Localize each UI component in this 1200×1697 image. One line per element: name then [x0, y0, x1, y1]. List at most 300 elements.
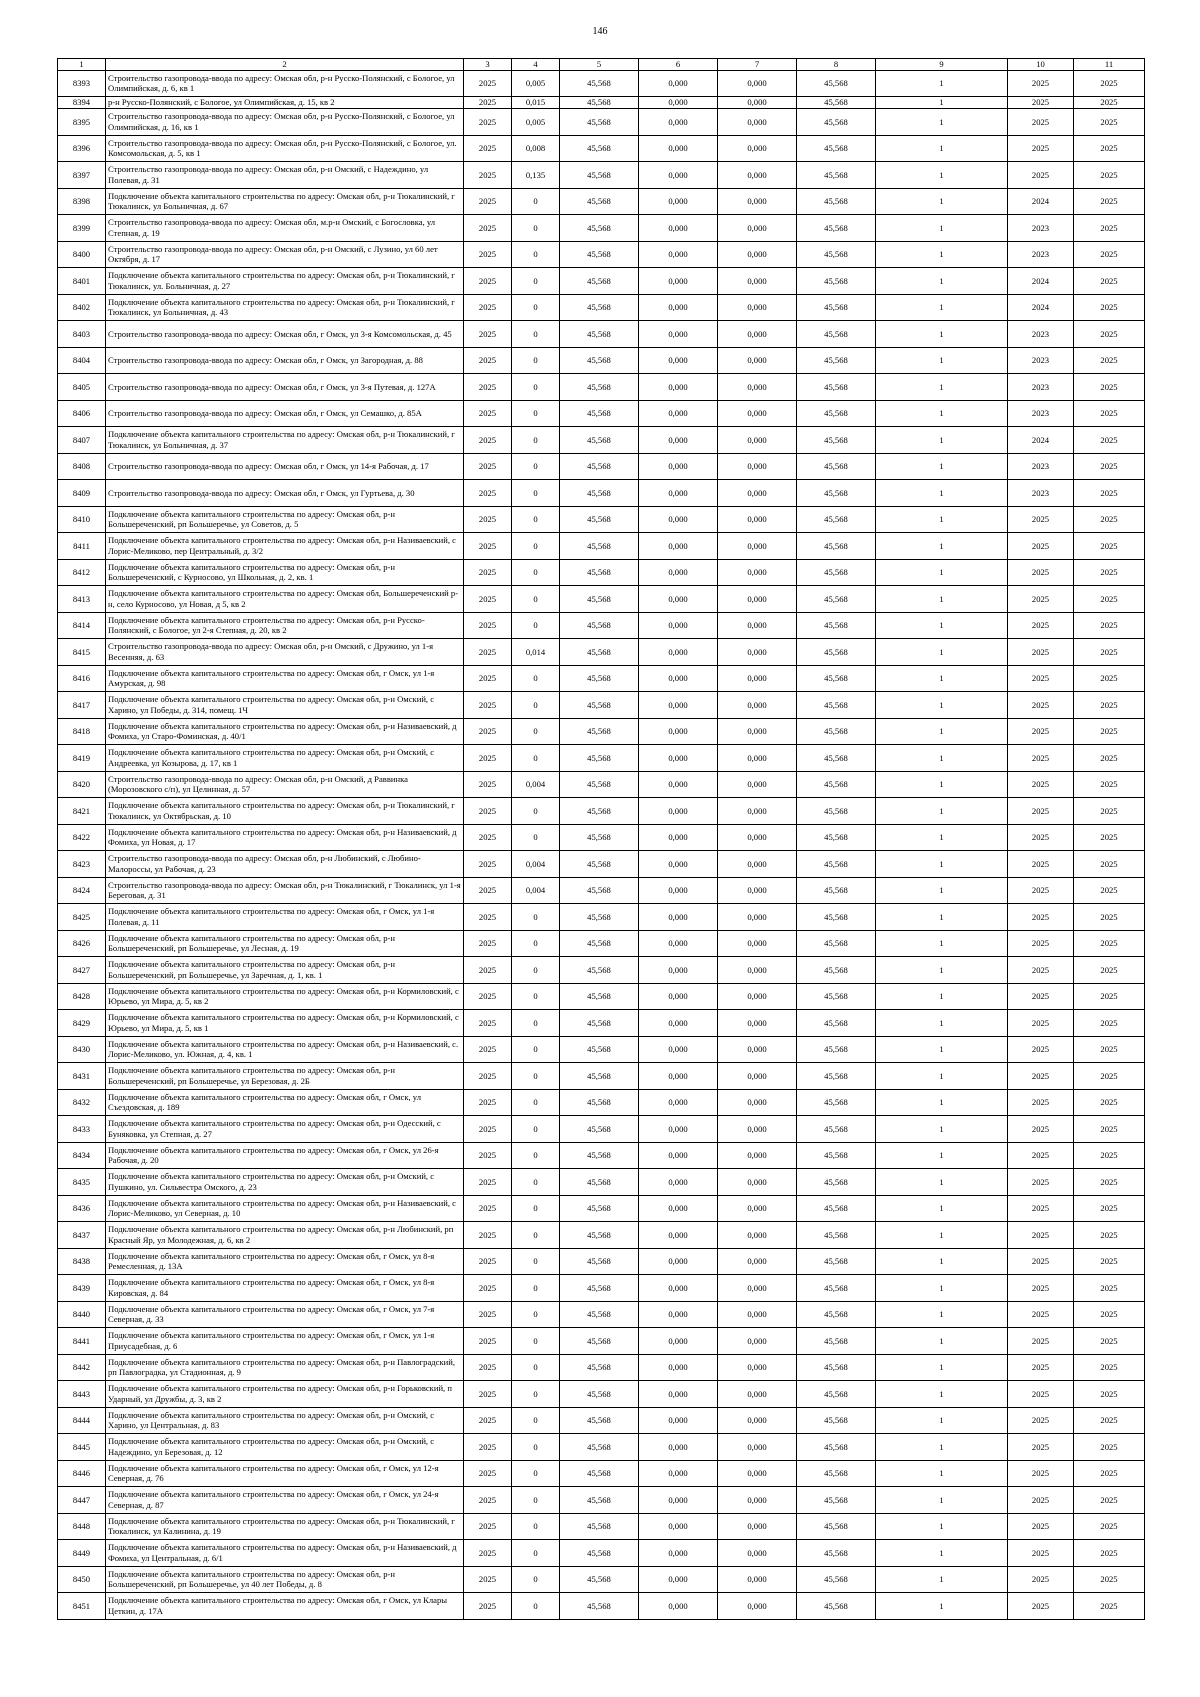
- object-count: 1: [876, 1195, 1008, 1222]
- row-number: 8448: [58, 1513, 106, 1540]
- cost-col-7: 0,000: [718, 1010, 797, 1037]
- plan-year: 2025: [464, 162, 512, 189]
- pipeline-length: 0,015: [512, 97, 560, 109]
- row-number: 8440: [58, 1301, 106, 1328]
- object-description: Подключение объекта капитального строительства по адресу: Омская обл, р-н Павлоградский, рп Павлоградка, ул Стадионная, д. 9: [106, 1354, 464, 1381]
- start-year: 2025: [1008, 665, 1074, 692]
- pipeline-length: 0: [512, 294, 560, 321]
- start-year: 2025: [1008, 1063, 1074, 1090]
- cost-total: 45,568: [560, 586, 639, 613]
- cost-col-8: 45,568: [797, 665, 876, 692]
- cost-col-7: 0,000: [718, 851, 797, 878]
- cost-col-7: 0,000: [718, 1222, 797, 1249]
- cost-col-6: 0,000: [639, 480, 718, 507]
- cost-total: 45,568: [560, 1116, 639, 1143]
- plan-year: 2025: [464, 347, 512, 374]
- row-number: 8397: [58, 162, 106, 189]
- pipeline-length: 0: [512, 1142, 560, 1169]
- cost-col-8: 45,568: [797, 1089, 876, 1116]
- plan-year: 2025: [464, 1513, 512, 1540]
- cost-total: 45,568: [560, 1381, 639, 1408]
- end-year: 2025: [1074, 1301, 1145, 1328]
- start-year: 2024: [1008, 188, 1074, 215]
- pipeline-length: 0,135: [512, 162, 560, 189]
- cost-col-8: 45,568: [797, 1540, 876, 1567]
- start-year: 2025: [1008, 1222, 1074, 1249]
- object-count: 1: [876, 321, 1008, 348]
- cost-col-8: 45,568: [797, 374, 876, 401]
- row-number: 8396: [58, 135, 106, 162]
- pipeline-length: 0: [512, 1063, 560, 1090]
- pipeline-length: 0: [512, 1354, 560, 1381]
- plan-year: 2025: [464, 1407, 512, 1434]
- cost-col-7: 0,000: [718, 188, 797, 215]
- object-description: Строительство газопровода-ввода по адресу: Омская обл, р-н Любинский, с Любино-Малороссы, ул Рабочая, д. 23: [106, 851, 464, 878]
- end-year: 2025: [1074, 1248, 1145, 1275]
- pipeline-length: 0: [512, 1540, 560, 1567]
- cost-col-6: 0,000: [639, 427, 718, 454]
- start-year: 2025: [1008, 506, 1074, 533]
- pipeline-length: 0: [512, 612, 560, 639]
- start-year: 2025: [1008, 1566, 1074, 1593]
- start-year: 2023: [1008, 374, 1074, 401]
- row-number: 8430: [58, 1036, 106, 1063]
- object-count: 1: [876, 1222, 1008, 1249]
- table-row: [58, 215, 1145, 242]
- end-year: 2025: [1074, 983, 1145, 1010]
- cost-col-6: 0,000: [639, 321, 718, 348]
- object-count: 1: [876, 1063, 1008, 1090]
- table-row: [58, 1354, 1145, 1381]
- object-description: Строительство газопровода-ввода по адресу: Омская обл, г Омск, ул 3-я Комсомольская, д. 45: [106, 321, 464, 348]
- object-description: Подключение объекта капитального строительства по адресу: Омская обл, р-н Русско-Полянский, с Бологое, ул 2-я Степная, д. 20, кв 2: [106, 612, 464, 639]
- cost-col-8: 45,568: [797, 1010, 876, 1037]
- pipeline-length: 0: [512, 1222, 560, 1249]
- table-row: [58, 1063, 1145, 1090]
- end-year: 2025: [1074, 347, 1145, 374]
- start-year: 2023: [1008, 215, 1074, 242]
- table-row: [58, 1381, 1145, 1408]
- pipeline-length: 0: [512, 241, 560, 268]
- cost-col-6: 0,000: [639, 1063, 718, 1090]
- pipeline-length: 0: [512, 1248, 560, 1275]
- table-row: [58, 400, 1145, 427]
- end-year: 2025: [1074, 109, 1145, 136]
- pipeline-length: 0: [512, 1275, 560, 1302]
- end-year: 2025: [1074, 1460, 1145, 1487]
- plan-year: 2025: [464, 1142, 512, 1169]
- row-number: 8431: [58, 1063, 106, 1090]
- cost-total: 45,568: [560, 533, 639, 560]
- cost-col-6: 0,000: [639, 639, 718, 666]
- row-number: 8403: [58, 321, 106, 348]
- pipeline-length: 0: [512, 215, 560, 242]
- plan-year: 2025: [464, 877, 512, 904]
- table-row: [58, 771, 1145, 798]
- cost-col-8: 45,568: [797, 930, 876, 957]
- end-year: 2025: [1074, 1513, 1145, 1540]
- cost-col-8: 45,568: [797, 692, 876, 719]
- cost-total: 45,568: [560, 1063, 639, 1090]
- cost-col-7: 0,000: [718, 586, 797, 613]
- plan-year: 2025: [464, 453, 512, 480]
- cost-total: 45,568: [560, 162, 639, 189]
- cost-total: 45,568: [560, 294, 639, 321]
- end-year: 2025: [1074, 1036, 1145, 1063]
- end-year: 2025: [1074, 718, 1145, 745]
- registry-table: [57, 58, 1145, 1620]
- cost-col-7: 0,000: [718, 347, 797, 374]
- row-number: 8429: [58, 1010, 106, 1037]
- cost-total: 45,568: [560, 480, 639, 507]
- cost-col-6: 0,000: [639, 1036, 718, 1063]
- start-year: 2025: [1008, 1116, 1074, 1143]
- end-year: 2025: [1074, 1089, 1145, 1116]
- cost-col-8: 45,568: [797, 745, 876, 772]
- start-year: 2025: [1008, 559, 1074, 586]
- table-row: [58, 294, 1145, 321]
- end-year: 2025: [1074, 135, 1145, 162]
- cost-col-8: 45,568: [797, 1116, 876, 1143]
- object-count: 1: [876, 1434, 1008, 1461]
- table-row: [58, 453, 1145, 480]
- pipeline-length: 0: [512, 1328, 560, 1355]
- start-year: 2025: [1008, 745, 1074, 772]
- object-description: Подключение объекта капитального строительства по адресу: Омская обл, р-н Називаевский, д Фомиха, ул Центральная, д. 6/1: [106, 1540, 464, 1567]
- cost-total: 45,568: [560, 374, 639, 401]
- cost-col-8: 45,568: [797, 1248, 876, 1275]
- plan-year: 2025: [464, 1434, 512, 1461]
- object-description: Подключение объекта капитального строительства по адресу: Омская обл, р-н Большереченский, рп Большеречье, ул Березовая, д. 2Б: [106, 1063, 464, 1090]
- plan-year: 2025: [464, 1169, 512, 1196]
- object-description: Подключение объекта капитального строительства по адресу: Омская обл, р-н Большереченский, рп Большеречье, ул Лесная, д. 19: [106, 930, 464, 957]
- object-count: 1: [876, 1301, 1008, 1328]
- object-description: Подключение объекта капитального строительства по адресу: Омская обл, р-н Кормиловский, с Юрьево, ул Мира, д. 5, кв 2: [106, 983, 464, 1010]
- cost-total: 45,568: [560, 1010, 639, 1037]
- row-number: 8439: [58, 1275, 106, 1302]
- cost-col-7: 0,000: [718, 1593, 797, 1620]
- table-row: [58, 586, 1145, 613]
- cost-col-7: 0,000: [718, 1301, 797, 1328]
- object-count: 1: [876, 135, 1008, 162]
- row-number: 8422: [58, 824, 106, 851]
- plan-year: 2025: [464, 1089, 512, 1116]
- end-year: 2025: [1074, 321, 1145, 348]
- cost-total: 45,568: [560, 877, 639, 904]
- cost-total: 45,568: [560, 559, 639, 586]
- object-count: 1: [876, 1328, 1008, 1355]
- plan-year: 2025: [464, 930, 512, 957]
- row-number: 8436: [58, 1195, 106, 1222]
- cost-col-8: 45,568: [797, 294, 876, 321]
- cost-total: 45,568: [560, 1275, 639, 1302]
- object-description: Подключение объекта капитального строительства по адресу: Омская обл, р-н Тюкалинский, г Тюкалинск, ул. Больничная, д. 27: [106, 268, 464, 295]
- pipeline-length: 0,004: [512, 851, 560, 878]
- cost-col-8: 45,568: [797, 480, 876, 507]
- object-description: Подключение объекта капитального строительства по адресу: Омская обл, р-н Омский, с Пушкино, ул. Сильвестра Омского, д. 23: [106, 1169, 464, 1196]
- object-description: Подключение объекта капитального строительства по адресу: Омская обл, р-н Тюкалинский, г Тюкалинск, ул Октябрьская, д. 10: [106, 798, 464, 825]
- object-description: Подключение объекта капитального строительства по адресу: Омская обл, р-н Омский, с Харино, ул Центральная, д. 83: [106, 1407, 464, 1434]
- table-row: [58, 268, 1145, 295]
- plan-year: 2025: [464, 798, 512, 825]
- cost-col-7: 0,000: [718, 877, 797, 904]
- plan-year: 2025: [464, 1593, 512, 1620]
- cost-col-8: 45,568: [797, 321, 876, 348]
- cost-total: 45,568: [560, 665, 639, 692]
- column-number-10: 10: [1008, 59, 1074, 71]
- start-year: 2025: [1008, 97, 1074, 109]
- cost-col-8: 45,568: [797, 718, 876, 745]
- pipeline-length: 0: [512, 374, 560, 401]
- cost-total: 45,568: [560, 1248, 639, 1275]
- cost-total: 45,568: [560, 135, 639, 162]
- pipeline-length: 0: [512, 268, 560, 295]
- cost-col-7: 0,000: [718, 559, 797, 586]
- cost-total: 45,568: [560, 1222, 639, 1249]
- row-number: 8421: [58, 798, 106, 825]
- object-description: Подключение объекта капитального строительства по адресу: Омская обл, г Омск, ул 26-я Рабочая, д. 20: [106, 1142, 464, 1169]
- cost-col-8: 45,568: [797, 188, 876, 215]
- start-year: 2024: [1008, 294, 1074, 321]
- cost-total: 45,568: [560, 904, 639, 931]
- pipeline-length: 0: [512, 930, 560, 957]
- plan-year: 2025: [464, 480, 512, 507]
- cost-col-8: 45,568: [797, 533, 876, 560]
- table-row: [58, 533, 1145, 560]
- plan-year: 2025: [464, 1566, 512, 1593]
- object-count: 1: [876, 400, 1008, 427]
- start-year: 2025: [1008, 957, 1074, 984]
- object-description: Строительство газопровода-ввода по адресу: Омская обл, г Омск, ул 14-я Рабочая, д. 17: [106, 453, 464, 480]
- pipeline-length: 0: [512, 321, 560, 348]
- table-row: [58, 1328, 1145, 1355]
- table-row: [58, 983, 1145, 1010]
- pipeline-length: 0,005: [512, 70, 560, 97]
- end-year: 2025: [1074, 1407, 1145, 1434]
- cost-col-7: 0,000: [718, 1540, 797, 1567]
- cost-col-6: 0,000: [639, 1275, 718, 1302]
- table-row: [58, 559, 1145, 586]
- table-row: [58, 798, 1145, 825]
- end-year: 2025: [1074, 904, 1145, 931]
- start-year: 2025: [1008, 1434, 1074, 1461]
- pipeline-length: 0: [512, 1301, 560, 1328]
- table-row: [58, 347, 1145, 374]
- cost-col-7: 0,000: [718, 1407, 797, 1434]
- cost-col-6: 0,000: [639, 268, 718, 295]
- cost-col-7: 0,000: [718, 453, 797, 480]
- cost-col-8: 45,568: [797, 109, 876, 136]
- cost-col-7: 0,000: [718, 1460, 797, 1487]
- cost-col-7: 0,000: [718, 957, 797, 984]
- end-year: 2025: [1074, 745, 1145, 772]
- cost-col-7: 0,000: [718, 294, 797, 321]
- cost-col-6: 0,000: [639, 1089, 718, 1116]
- cost-col-7: 0,000: [718, 692, 797, 719]
- plan-year: 2025: [464, 400, 512, 427]
- object-count: 1: [876, 771, 1008, 798]
- end-year: 2025: [1074, 506, 1145, 533]
- pipeline-length: 0,008: [512, 135, 560, 162]
- cost-col-6: 0,000: [639, 1116, 718, 1143]
- end-year: 2025: [1074, 374, 1145, 401]
- table-row: [58, 1513, 1145, 1540]
- object-count: 1: [876, 1487, 1008, 1514]
- cost-total: 45,568: [560, 268, 639, 295]
- cost-col-8: 45,568: [797, 851, 876, 878]
- plan-year: 2025: [464, 1275, 512, 1302]
- object-description: Подключение объекта капитального строительства по адресу: Омская обл, р-н Большереченский, рп Большеречье, ул Заречная, д. 1, кв. 1: [106, 957, 464, 984]
- cost-col-8: 45,568: [797, 347, 876, 374]
- cost-total: 45,568: [560, 188, 639, 215]
- column-number-8: 8: [797, 59, 876, 71]
- cost-col-7: 0,000: [718, 480, 797, 507]
- start-year: 2025: [1008, 612, 1074, 639]
- table-row: [58, 1142, 1145, 1169]
- cost-total: 45,568: [560, 930, 639, 957]
- pipeline-length: 0: [512, 1195, 560, 1222]
- cost-col-6: 0,000: [639, 162, 718, 189]
- column-number-7: 7: [718, 59, 797, 71]
- cost-col-6: 0,000: [639, 851, 718, 878]
- object-count: 1: [876, 930, 1008, 957]
- row-number: 8443: [58, 1381, 106, 1408]
- cost-col-7: 0,000: [718, 1354, 797, 1381]
- row-number: 8415: [58, 639, 106, 666]
- cost-total: 45,568: [560, 639, 639, 666]
- cost-col-7: 0,000: [718, 1116, 797, 1143]
- table-row: [58, 851, 1145, 878]
- row-number: 8451: [58, 1593, 106, 1620]
- end-year: 2025: [1074, 1169, 1145, 1196]
- object-description: Подключение объекта капитального строительства по адресу: Омская обл, р-н Омский, с Надеждино, ул Березовая, д. 12: [106, 1434, 464, 1461]
- cost-col-6: 0,000: [639, 718, 718, 745]
- plan-year: 2025: [464, 718, 512, 745]
- row-number: 8410: [58, 506, 106, 533]
- cost-col-6: 0,000: [639, 1301, 718, 1328]
- end-year: 2025: [1074, 798, 1145, 825]
- object-count: 1: [876, 983, 1008, 1010]
- pipeline-length: 0,014: [512, 639, 560, 666]
- object-count: 1: [876, 665, 1008, 692]
- cost-col-8: 45,568: [797, 983, 876, 1010]
- end-year: 2025: [1074, 1063, 1145, 1090]
- row-number: 8450: [58, 1566, 106, 1593]
- start-year: 2025: [1008, 824, 1074, 851]
- object-description: Подключение объекта капитального строительства по адресу: Омская обл, р-н Тюкалинский, г Тюкалинск, ул Больничная, д. 43: [106, 294, 464, 321]
- start-year: 2025: [1008, 1407, 1074, 1434]
- plan-year: 2025: [464, 1460, 512, 1487]
- row-number: 8447: [58, 1487, 106, 1514]
- pipeline-length: 0: [512, 718, 560, 745]
- cost-col-6: 0,000: [639, 1566, 718, 1593]
- table-row: [58, 877, 1145, 904]
- cost-col-6: 0,000: [639, 745, 718, 772]
- cost-col-8: 45,568: [797, 1275, 876, 1302]
- column-number-6: 6: [639, 59, 718, 71]
- start-year: 2025: [1008, 983, 1074, 1010]
- cost-col-7: 0,000: [718, 162, 797, 189]
- cost-col-8: 45,568: [797, 400, 876, 427]
- cost-total: 45,568: [560, 241, 639, 268]
- object-description: Подключение объекта капитального строительства по адресу: Омская обл, р-н Омский, с Андреевка, ул Козырова, д. 17, кв 1: [106, 745, 464, 772]
- cost-col-8: 45,568: [797, 70, 876, 97]
- table-row: [58, 1301, 1145, 1328]
- row-number: 8399: [58, 215, 106, 242]
- object-count: 1: [876, 453, 1008, 480]
- cost-col-6: 0,000: [639, 904, 718, 931]
- row-number: 8445: [58, 1434, 106, 1461]
- plan-year: 2025: [464, 1036, 512, 1063]
- object-description: Подключение объекта капитального строительства по адресу: Омская обл, г Омск, ул 24-я Северная, д. 87: [106, 1487, 464, 1514]
- cost-col-7: 0,000: [718, 1487, 797, 1514]
- object-description: Строительство газопровода-ввода по адресу: Омская обл, г Омск, ул Загородная, д. 88: [106, 347, 464, 374]
- object-count: 1: [876, 1354, 1008, 1381]
- row-number: 8417: [58, 692, 106, 719]
- cost-col-6: 0,000: [639, 294, 718, 321]
- object-description: Подключение объекта капитального строительства по адресу: Омская обл, р-н Большереченский, рп Большеречье, ул Советов, д. 5: [106, 506, 464, 533]
- cost-col-8: 45,568: [797, 135, 876, 162]
- object-description: Подключение объекта капитального строительства по адресу: Омская обл, р-н Називаевский, д Фомиха, ул Старо-Фоминская, д. 40/1: [106, 718, 464, 745]
- start-year: 2023: [1008, 453, 1074, 480]
- table-row: [58, 930, 1145, 957]
- cost-col-7: 0,000: [718, 1063, 797, 1090]
- pipeline-length: 0,005: [512, 109, 560, 136]
- object-description: Подключение объекта капитального строительства по адресу: Омская обл, р-н Большереченский, рп Большеречье, ул 40 лет Победы, д. 8: [106, 1566, 464, 1593]
- object-description: Строительство газопровода-ввода по адресу: Омская обл, г Омск, ул Семашко, д. 85А: [106, 400, 464, 427]
- cost-col-7: 0,000: [718, 1381, 797, 1408]
- cost-col-8: 45,568: [797, 506, 876, 533]
- object-description: Подключение объекта капитального строительства по адресу: Омская обл, г Омск, ул 8-я Кировская, д. 84: [106, 1275, 464, 1302]
- row-number: 8425: [58, 904, 106, 931]
- cost-col-6: 0,000: [639, 1010, 718, 1037]
- table-row: [58, 639, 1145, 666]
- plan-year: 2025: [464, 983, 512, 1010]
- object-count: 1: [876, 506, 1008, 533]
- object-description: Подключение объекта капитального строительства по адресу: Омская обл, г Омск, ул 12-я Северная, д. 76: [106, 1460, 464, 1487]
- cost-total: 45,568: [560, 1593, 639, 1620]
- column-number-row: [58, 59, 1145, 71]
- cost-col-6: 0,000: [639, 1407, 718, 1434]
- table-row: [58, 1195, 1145, 1222]
- cost-col-8: 45,568: [797, 1195, 876, 1222]
- object-count: 1: [876, 241, 1008, 268]
- cost-col-8: 45,568: [797, 1222, 876, 1249]
- end-year: 2025: [1074, 612, 1145, 639]
- start-year: 2025: [1008, 1010, 1074, 1037]
- cost-col-8: 45,568: [797, 639, 876, 666]
- pipeline-length: 0: [512, 1169, 560, 1196]
- pipeline-length: 0: [512, 1116, 560, 1143]
- start-year: 2023: [1008, 321, 1074, 348]
- end-year: 2025: [1074, 215, 1145, 242]
- start-year: 2025: [1008, 1142, 1074, 1169]
- cost-col-6: 0,000: [639, 1248, 718, 1275]
- end-year: 2025: [1074, 400, 1145, 427]
- cost-col-6: 0,000: [639, 983, 718, 1010]
- cost-col-6: 0,000: [639, 347, 718, 374]
- row-number: 8434: [58, 1142, 106, 1169]
- row-number: 8405: [58, 374, 106, 401]
- pipeline-length: 0: [512, 1089, 560, 1116]
- start-year: 2025: [1008, 798, 1074, 825]
- object-count: 1: [876, 1593, 1008, 1620]
- table-row: [58, 97, 1145, 109]
- cost-total: 45,568: [560, 1566, 639, 1593]
- object-count: 1: [876, 1248, 1008, 1275]
- plan-year: 2025: [464, 665, 512, 692]
- cost-col-8: 45,568: [797, 1142, 876, 1169]
